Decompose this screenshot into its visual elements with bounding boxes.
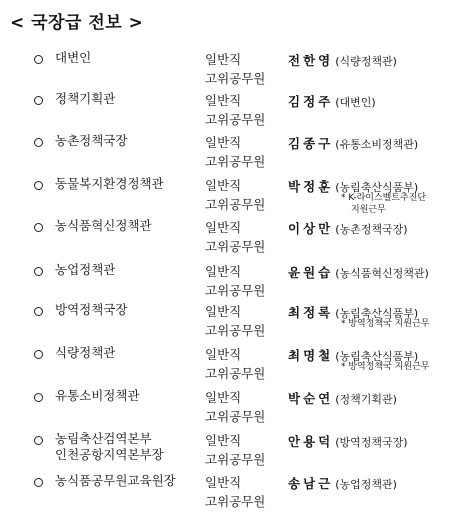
bullet-icon [34,96,43,105]
list-item [0,388,474,428]
bullet-icon [34,267,43,276]
list-item [0,473,474,513]
appointee-name: 최명철 [288,348,334,363]
grade-line: 일반직 [205,220,242,235]
grade-line: 일반직 [205,475,242,490]
assignment-note [341,192,426,216]
grade [205,262,265,300]
appointee-name: 박순연 [288,391,334,406]
list-item [0,133,474,173]
previous-position: (농림축산식품부) [335,181,419,194]
position-title: 대변인 [55,50,92,65]
appointee-name: 안용덕 [288,434,334,449]
list-item [0,345,474,385]
previous-position: (대변인) [335,96,376,109]
position-title: 농식품혁신정책관 [55,218,152,233]
bullet-icon [34,181,43,190]
list-item [0,176,474,216]
appointee [288,431,408,450]
grade-line: 일반직 [205,135,242,150]
grade [205,218,265,256]
grade-line: 고위공무원 [205,283,266,298]
grade-line: 일반직 [205,52,242,67]
grade-line: 고위공무원 [205,154,266,169]
assignment-note [341,318,429,330]
bullet-icon [34,55,43,64]
grade [205,50,265,88]
note-line: * 방역정책국 지원근무 [341,362,430,372]
list-item [0,50,474,90]
previous-position: (식량정책관) [335,55,397,68]
bullet-icon [34,307,43,316]
position-line: 농림축산검역본부 [55,431,152,446]
grade-line: 고위공무원 [205,197,266,212]
appointee [288,388,397,407]
grade-line: 고위공무원 [205,452,266,467]
grade-line: 고위공무원 [205,366,266,381]
bullet-icon [34,223,43,232]
appointee-name: 송남근 [288,476,334,491]
bullet-icon [34,350,43,359]
grade-line: 고위공무원 [205,239,266,254]
bullet-icon [34,436,43,445]
grade-line: 일반직 [205,433,242,448]
appointee-name: 윤원습 [288,265,334,280]
position-line: 인천공항지역본부장 [55,447,164,462]
grade [205,473,265,511]
previous-position: (농촌정책국장) [335,223,408,236]
grade-line: 일반직 [205,178,242,193]
grade-line: 고위공무원 [205,323,266,338]
appointee [288,50,397,69]
assignment-note [341,361,429,373]
grade [205,176,265,214]
grade [205,345,265,383]
previous-position: (유통소비정책관) [335,138,419,151]
previous-position: (농림축산식품부) [335,350,419,363]
grade-line: 고위공무원 [205,494,266,509]
grade-line: 고위공무원 [205,112,266,127]
previous-position: (농식품혁신정책관) [335,267,429,280]
grade [205,388,265,426]
page-title: < 국장급 전보 > [10,13,144,33]
list-item [0,302,474,342]
position-title: 식량정책관 [55,345,116,360]
position-title: 동물복지환경정책관 [55,176,164,191]
position-title: 정책기획관 [55,91,116,106]
bullet-icon [34,393,43,402]
note-line: 지원근무 [351,205,386,215]
grade-line: 고위공무원 [205,71,266,86]
grade-line: 일반직 [205,264,242,279]
grade [205,431,265,469]
bullet-icon [34,478,43,487]
grade-line: 일반직 [205,304,242,319]
grade-line: 일반직 [205,93,242,108]
position-title: 유통소비정책관 [55,388,140,403]
appointee [288,473,397,492]
appointee-name: 박정훈 [288,179,334,194]
appointee-name: 김정주 [288,94,334,109]
grade [205,91,265,129]
appointee [288,262,429,281]
appointee-name: 최정록 [288,305,334,320]
appointee [288,218,408,237]
appointee [288,133,418,152]
list-item [0,262,474,302]
list-item [0,91,474,131]
position-title: 농촌정책국장 [55,133,128,148]
list-item [0,431,474,471]
position-title: 농식품공무원교육원장 [55,473,176,488]
previous-position: (농림축산식품부) [335,307,419,320]
list-item [0,218,474,258]
position-title: 방역정책국장 [55,302,128,317]
appointee-name: 김종구 [288,136,334,151]
grade-line: 고위공무원 [205,409,266,424]
position-title: 농업정책관 [55,262,116,277]
grade-line: 일반직 [205,347,242,362]
previous-position: (농업정책관) [335,478,397,491]
note-line: * K-라이스벨트추진단 [341,193,427,203]
grade-line: 일반직 [205,390,242,405]
previous-position: (방역정책국장) [335,436,408,449]
grade [205,302,265,340]
previous-position: (정책기획관) [335,393,397,406]
bullet-icon [34,138,43,147]
note-line: * 방역정책국 지원근무 [341,319,430,329]
appointee [288,91,376,110]
appointee-name: 전한영 [288,53,334,68]
grade [205,133,265,171]
position-title [55,431,164,463]
appointee-name: 이상만 [288,221,334,236]
